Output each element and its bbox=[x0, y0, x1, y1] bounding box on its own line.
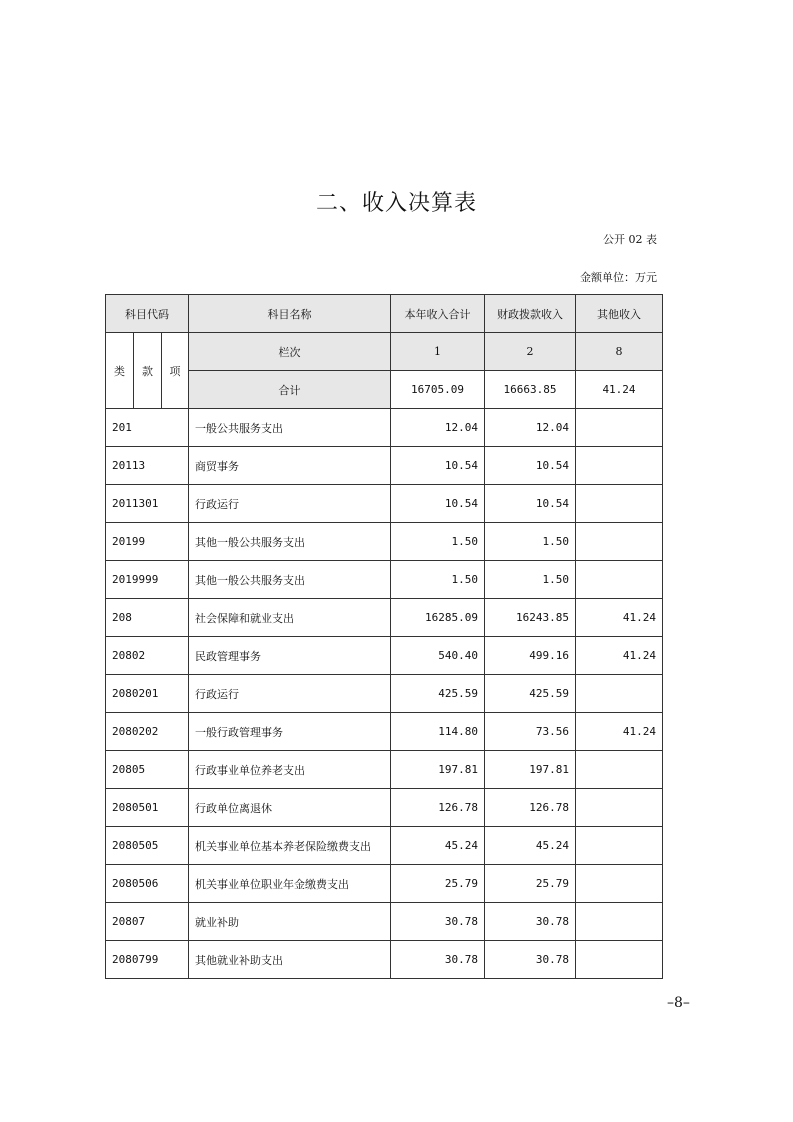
income-table bbox=[105, 294, 663, 979]
subject-code-cell: 20805 bbox=[106, 751, 189, 789]
header-fiscal-income: 财政拨款收入 bbox=[485, 295, 576, 333]
other-income-cell bbox=[576, 827, 663, 865]
total-income-value: 16705.09 bbox=[391, 371, 485, 409]
fiscal-income-cell: 45.24 bbox=[485, 827, 576, 865]
total-income-cell: 16285.09 bbox=[391, 599, 485, 637]
fiscal-income-cell: 30.78 bbox=[485, 903, 576, 941]
subject-code-cell: 201 bbox=[106, 409, 189, 447]
total-other-value: 41.24 bbox=[576, 371, 663, 409]
other-income-cell: 41.24 bbox=[576, 637, 663, 675]
other-income-cell bbox=[576, 751, 663, 789]
table-row bbox=[106, 903, 663, 941]
table-row bbox=[106, 561, 663, 599]
table-row bbox=[106, 827, 663, 865]
other-income-cell bbox=[576, 447, 663, 485]
total-income-cell: 45.24 bbox=[391, 827, 485, 865]
header-lei: 类 bbox=[106, 333, 134, 409]
subject-code-cell: 2080202 bbox=[106, 713, 189, 751]
column-index-1: 1 bbox=[391, 333, 485, 371]
header-row bbox=[106, 295, 663, 333]
subject-name-cell: 机关事业单位基本养老保险缴费支出 bbox=[189, 827, 391, 865]
subject-name-cell: 商贸事务 bbox=[189, 447, 391, 485]
subject-name-cell: 就业补助 bbox=[189, 903, 391, 941]
other-income-cell: 41.24 bbox=[576, 713, 663, 751]
other-income-cell bbox=[576, 941, 663, 979]
total-income-cell: 10.54 bbox=[391, 447, 485, 485]
other-income-cell bbox=[576, 789, 663, 827]
subject-name-cell: 其他一般公共服务支出 bbox=[189, 561, 391, 599]
column-index-2: 2 bbox=[485, 333, 576, 371]
header-xiang: 项 bbox=[162, 333, 189, 409]
fiscal-income-cell: 499.16 bbox=[485, 637, 576, 675]
total-income-cell: 1.50 bbox=[391, 561, 485, 599]
table-row bbox=[106, 523, 663, 561]
subject-name-cell: 其他一般公共服务支出 bbox=[189, 523, 391, 561]
subject-code-cell: 20113 bbox=[106, 447, 189, 485]
table-row bbox=[106, 751, 663, 789]
column-index-3: 8 bbox=[576, 333, 663, 371]
other-income-cell bbox=[576, 675, 663, 713]
other-income-cell bbox=[576, 523, 663, 561]
table-row bbox=[106, 485, 663, 523]
fiscal-income-cell: 126.78 bbox=[485, 789, 576, 827]
header-total-income: 本年收入合计 bbox=[391, 295, 485, 333]
fiscal-income-cell: 197.81 bbox=[485, 751, 576, 789]
other-income-cell: 41.24 bbox=[576, 599, 663, 637]
subject-name-cell: 行政运行 bbox=[189, 675, 391, 713]
header-subject-code: 科目代码 bbox=[106, 295, 189, 333]
total-income-cell: 540.40 bbox=[391, 637, 485, 675]
subject-name-cell: 行政运行 bbox=[189, 485, 391, 523]
subject-code-cell: 2080506 bbox=[106, 865, 189, 903]
table-row bbox=[106, 447, 663, 485]
table-row bbox=[106, 789, 663, 827]
subject-code-cell: 20199 bbox=[106, 523, 189, 561]
total-label: 合计 bbox=[189, 371, 391, 409]
subject-code-cell: 20802 bbox=[106, 637, 189, 675]
subject-name-cell: 民政管理事务 bbox=[189, 637, 391, 675]
form-number: 公开 02 表 bbox=[603, 233, 657, 246]
header-kuan: 款 bbox=[134, 333, 162, 409]
other-income-cell bbox=[576, 865, 663, 903]
other-income-cell bbox=[576, 903, 663, 941]
table-row bbox=[106, 865, 663, 903]
total-income-cell: 1.50 bbox=[391, 523, 485, 561]
total-fiscal-value: 16663.85 bbox=[485, 371, 576, 409]
total-income-cell: 12.04 bbox=[391, 409, 485, 447]
header-subject-name: 科目名称 bbox=[189, 295, 391, 333]
header-lanci: 栏次 bbox=[189, 333, 391, 371]
fiscal-income-cell: 30.78 bbox=[485, 941, 576, 979]
other-income-cell bbox=[576, 485, 663, 523]
page-number: –8– bbox=[667, 995, 690, 1011]
total-row bbox=[106, 371, 663, 409]
table-row bbox=[106, 599, 663, 637]
subject-name-cell: 社会保障和就业支出 bbox=[189, 599, 391, 637]
fiscal-income-cell: 73.56 bbox=[485, 713, 576, 751]
total-income-cell: 197.81 bbox=[391, 751, 485, 789]
other-income-cell bbox=[576, 561, 663, 599]
table-row bbox=[106, 941, 663, 979]
table-row bbox=[106, 637, 663, 675]
fiscal-income-cell: 425.59 bbox=[485, 675, 576, 713]
total-income-cell: 25.79 bbox=[391, 865, 485, 903]
column-index-row bbox=[106, 333, 663, 371]
other-income-cell bbox=[576, 409, 663, 447]
fiscal-income-cell: 16243.85 bbox=[485, 599, 576, 637]
subject-code-cell: 20807 bbox=[106, 903, 189, 941]
subject-code-cell: 2011301 bbox=[106, 485, 189, 523]
subject-name-cell: 一般行政管理事务 bbox=[189, 713, 391, 751]
page-title: 二、收入决算表 bbox=[315, 191, 477, 216]
total-income-cell: 30.78 bbox=[391, 941, 485, 979]
total-income-cell: 425.59 bbox=[391, 675, 485, 713]
fiscal-income-cell: 10.54 bbox=[485, 447, 576, 485]
total-income-cell: 114.80 bbox=[391, 713, 485, 751]
fiscal-income-cell: 12.04 bbox=[485, 409, 576, 447]
subject-name-cell: 机关事业单位职业年金缴费支出 bbox=[189, 865, 391, 903]
subject-name-cell: 一般公共服务支出 bbox=[189, 409, 391, 447]
total-income-cell: 30.78 bbox=[391, 903, 485, 941]
total-income-cell: 10.54 bbox=[391, 485, 485, 523]
amount-unit: 金额单位：万元 bbox=[580, 271, 657, 284]
header-other-income: 其他收入 bbox=[576, 295, 663, 333]
subject-code-cell: 2080799 bbox=[106, 941, 189, 979]
subject-name-cell: 行政事业单位养老支出 bbox=[189, 751, 391, 789]
subject-code-cell: 208 bbox=[106, 599, 189, 637]
subject-code-cell: 2080501 bbox=[106, 789, 189, 827]
table-row bbox=[106, 675, 663, 713]
subject-name-cell: 行政单位离退休 bbox=[189, 789, 391, 827]
fiscal-income-cell: 25.79 bbox=[485, 865, 576, 903]
fiscal-income-cell: 10.54 bbox=[485, 485, 576, 523]
table-row bbox=[106, 409, 663, 447]
subject-code-cell: 2019999 bbox=[106, 561, 189, 599]
fiscal-income-cell: 1.50 bbox=[485, 561, 576, 599]
table-row bbox=[106, 713, 663, 751]
fiscal-income-cell: 1.50 bbox=[485, 523, 576, 561]
subject-name-cell: 其他就业补助支出 bbox=[189, 941, 391, 979]
subject-code-cell: 2080505 bbox=[106, 827, 189, 865]
total-income-cell: 126.78 bbox=[391, 789, 485, 827]
subject-code-cell: 2080201 bbox=[106, 675, 189, 713]
